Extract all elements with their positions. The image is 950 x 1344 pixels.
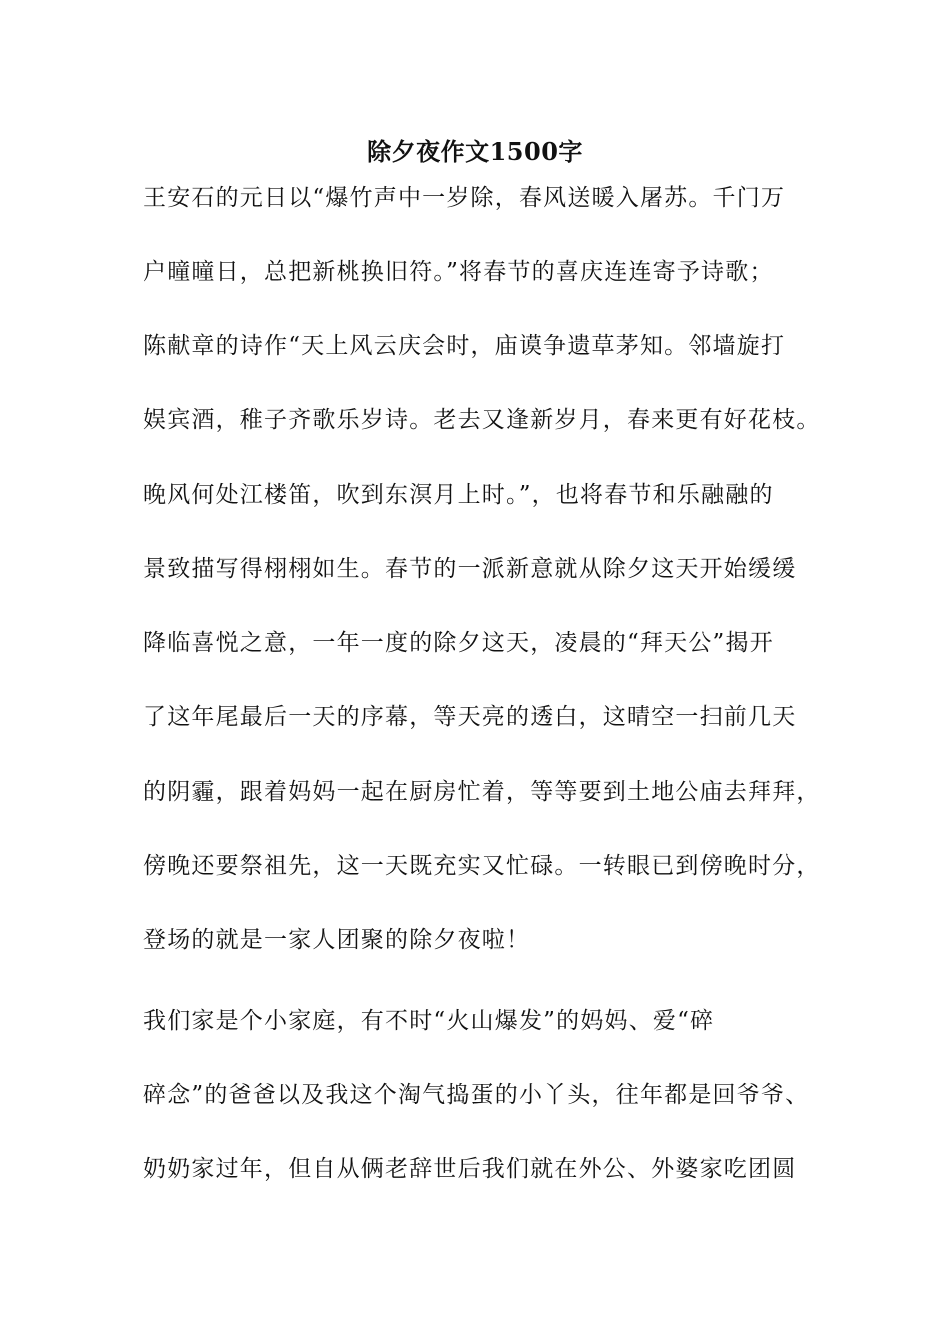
- text-line: 降临喜悦之意，一年一度的除夕这天，凌晨的“拜天公”揭开: [143, 630, 774, 656]
- text-line: 奶奶家过年，但自从俩老辞世后我们就在外公、外婆家吃团圆: [143, 1156, 797, 1182]
- text-line: 娱宾酒，稚子齐歌乐岁诗。老去又逢新岁月，春来更有好花枝。: [143, 407, 821, 433]
- text-line: 景致描写得栩栩如生。春节的一派新意就从除夕这天开始缓缓: [143, 556, 797, 582]
- text-line: 了这年尾最后一天的序幕，等天亮的透白，这晴空一扫前几天: [143, 704, 797, 730]
- text-line: 碎念”的爸爸以及我这个淘气捣蛋的小丫头，往年都是回爷爷、: [143, 1082, 810, 1108]
- text-line: 傍晚还要祭祖先，这一天既充实又忙碌。一转眼已到傍晚时分，: [143, 853, 821, 879]
- document-title: 除夕夜作文1500字: [367, 137, 583, 166]
- text-line: 陈献章的诗作“天上风云庆会时，庙谟争遗草茅知。邻墙旋打: [143, 333, 786, 359]
- text-line: 晚风何处江楼笛，吹到东溟月上时。”，也将春节和乐融融的: [143, 482, 774, 508]
- text-line: 户曈曈日，总把新桃换旧符。”将春节的喜庆连连寄予诗歌；: [143, 259, 774, 285]
- text-line: 登场的就是一家人团聚的除夕夜啦！: [143, 927, 531, 953]
- text-line: 王安石的元日以“爆竹声中一岁除，春风送暖入屠苏。千门万: [143, 185, 786, 211]
- text-line: 我们家是个小家庭，有不时“火山爆发”的妈妈、爱“碎: [143, 1008, 715, 1034]
- text-line: 的阴霾，跟着妈妈一起在厨房忙着，等等要到土地公庙去拜拜，: [143, 779, 821, 805]
